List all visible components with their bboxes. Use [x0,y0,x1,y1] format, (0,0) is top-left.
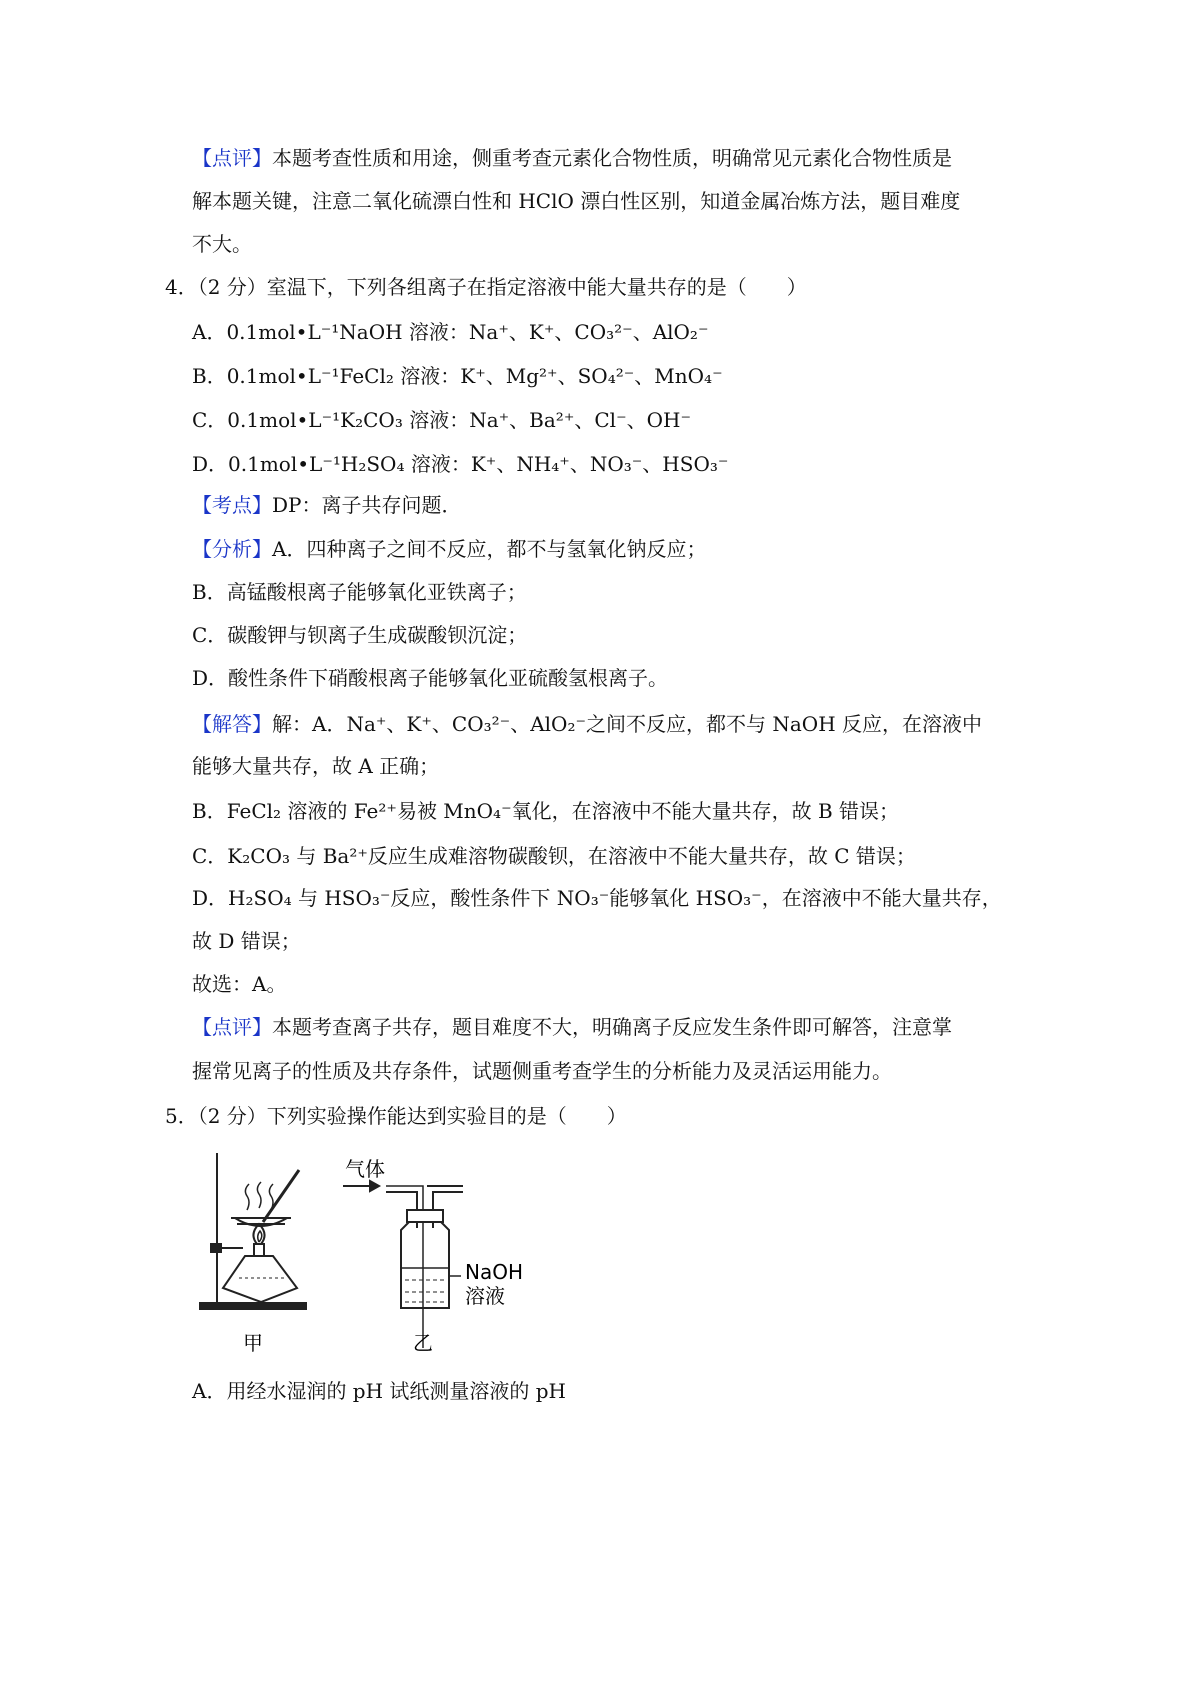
q4-fenxi-b: B．高锰酸根离子能够氧化亚铁离子； [192,580,527,604]
q3-comment-line-3: 不大。 [192,232,252,256]
gas-label: 气体 [345,1157,385,1181]
q4-jieda-a1: 【解答】解：A．Na⁺、K⁺、CO₃²⁻、AlO₂⁻之间不反应，都不与 NaOH 反应，在溶液中 [192,712,982,736]
q4-fenxi-a: 【分析】A．四种离子之间不反应，都不与氢氧化钠反应； [192,537,707,561]
kaodian-tag: 【考点】 [192,493,272,517]
jieda-tag: 【解答】 [192,712,272,736]
q4-answer: 故选：A。 [192,972,287,996]
q5-apparatus-figure [195,1148,535,1363]
q4-comment-line-2: 握常见离子的性质及共存条件，试题侧重考查学生的分析能力及灵活运用能力。 [192,1059,892,1083]
q4-option-b: B．0.1mol•L⁻¹FeCl₂ 溶液：K⁺、Mg²⁺、SO₄²⁻、MnO₄⁻ [192,364,723,388]
q4-jieda-b: B．FeCl₂ 溶液的 Fe²⁺易被 MnO₄⁻氧化，在溶液中不能大量共存，故 B 错误； [192,799,900,823]
q4-jieda-a2: 能够大量共存，故 A 正确； [192,754,440,778]
comment-tag: 【点评】 [192,146,272,170]
q5-stem: 5．（2 分）下列实验操作能达到实验目的是（ ） [165,1104,627,1128]
label-yi: 乙 [413,1331,433,1355]
retort-stand-base [200,1303,306,1309]
q4-jieda-d1: D．H₂SO₄ 与 HSO₃⁻反应，酸性条件下 NO₃⁻能够氧化 HSO₃⁻，在溶液中不能大量共存， [192,886,1002,910]
solution-label: 溶液 [465,1284,505,1308]
q4-stem: 4．（2 分）室温下，下列各组离子在指定溶液中能大量共存的是（ ） [165,275,807,299]
q4-kaodian: 【考点】DP：离子共存问题． [192,493,462,517]
q4-fenxi-d: D．酸性条件下硝酸根离子能够氧化亚硫酸氢根离子。 [192,666,669,690]
q4-option-c: C．0.1mol•L⁻¹K₂CO₃ 溶液：Na⁺、Ba²⁺、Cl⁻、OH⁻ [192,408,692,432]
q4-option-d: D．0.1mol•L⁻¹H₂SO₄ 溶液：K⁺、NH₄⁺、NO₃⁻、HSO₃⁻ [192,452,729,476]
q4-jieda-d2: 故 D 错误； [192,929,301,953]
q4-option-a: A．0.1mol•L⁻¹NaOH 溶液：Na⁺、K⁺、CO₃²⁻、AlO₂⁻ [192,320,709,344]
q4-comment-line-1: 【点评】本题考查离子共存，题目难度不大，明确离子反应发生条件即可解答，注意掌 [192,1015,952,1039]
q4-fenxi-c: C．碳酸钾与钡离子生成碳酸钡沉淀； [192,623,528,647]
fenxi-tag: 【分析】 [192,537,272,561]
q4-jieda-c: C．K₂CO₃ 与 Ba²⁺反应生成难溶物碳酸钡，在溶液中不能大量共存，故 C 错误； [192,844,916,868]
q3-comment-line-2: 解本题关键，注意二氧化硫漂白性和 HClO 漂白性区别，知道金属冶炼方法，题目难度 [192,189,961,213]
q3-comment-line-1: 【点评】本题考查性质和用途，侧重考查元素化合物性质，明确常见元素化合物性质是 [192,146,952,170]
q5-option-a: A．用经水湿润的 pH 试纸测量溶液的 pH [192,1379,567,1403]
naoh-label: NaOH [465,1260,523,1284]
label-jia: 甲 [243,1331,263,1355]
comment-tag: 【点评】 [192,1015,272,1039]
